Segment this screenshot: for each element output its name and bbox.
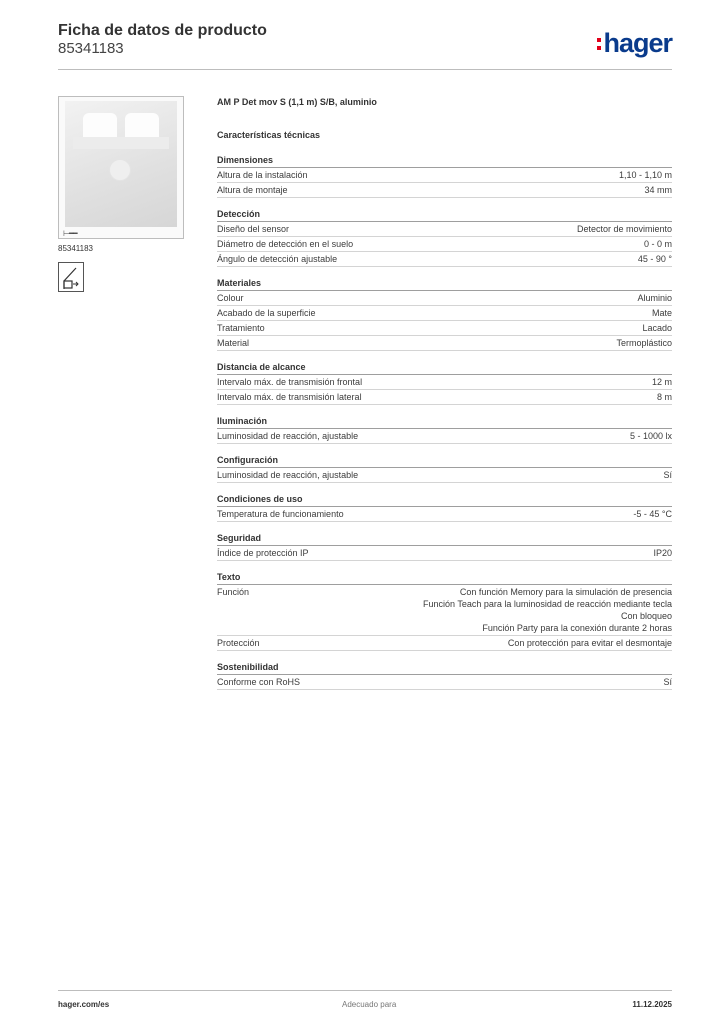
footer-suitable: Adecuado para [342,1000,397,1009]
section-title: Sostenibilidad [217,661,672,675]
spec-value [663,676,672,688]
spec-value-line: Lacado [642,323,672,333]
spec-row [217,585,672,636]
spec-value-line: Aluminio [637,293,672,303]
page-title: Ficha de datos de producto [58,22,267,39]
footer-date: 11.12.2025 [632,1000,672,1009]
spec-label: Función [217,587,250,597]
spec-row [217,375,672,390]
spec-value-line: Con bloqueo [620,611,672,621]
product-name: AM P Det mov S (1,1 m) S/B, aluminio [217,97,377,107]
spec-value [638,253,672,265]
spec-content [217,96,672,690]
spec-value [644,184,672,196]
spec-value-line: -5 - 45 °C [633,509,672,519]
product-reference: 85341183 [58,40,124,57]
spec-label: Luminosidad de reacción, ajustable [217,431,359,441]
spec-section [217,154,672,198]
spec-section [217,661,672,690]
footer-website: hager.com/es [58,1000,110,1009]
spec-label: Luminosidad de reacción, ajustable [217,470,359,480]
spec-value-line: Detector de movimiento [576,224,672,234]
spec-value-line: 5 - 1000 lx [629,431,672,441]
sensor-band [73,137,169,149]
spec-label: Diseño del sensor [217,224,290,234]
spec-value [577,223,672,235]
spec-section [217,454,672,483]
spec-value-line: Sí [663,470,672,480]
spec-section [217,571,672,651]
spec-value-line: 34 mm [644,185,672,195]
spec-value-line: IP20 [653,548,672,558]
spec-row [217,237,672,252]
spec-value [652,376,672,388]
spec-section [217,277,672,351]
spec-value [653,547,672,559]
image-code: 85341183 [58,244,93,253]
section-title: Configuración [217,454,672,468]
spec-value-line: Con protección para evitar el desmontaje [507,638,672,648]
spec-value-line: 45 - 90 ° [637,254,672,264]
section-title: Texto [217,571,672,585]
spec-value-line: Función Party para la conexión durante 2 horas [482,623,672,633]
spec-label: Material [217,338,250,348]
spec-value-line: 12 m [651,377,672,387]
section-title: Iluminación [217,415,672,429]
spec-value [642,322,672,334]
section-title: Distancia de alcance [217,361,672,375]
spec-label: Diámetro de detección en el suelo [217,239,354,249]
spec-section [217,208,672,267]
spec-row [217,507,672,522]
spec-section [217,493,672,522]
spec-value [657,391,672,403]
spec-section [217,532,672,561]
spec-label: Acabado de la superficie [217,308,316,318]
spec-row [217,390,672,405]
section-title: Seguridad [217,532,672,546]
product-image [58,96,184,239]
spec-value [644,238,672,250]
spec-value-line: 8 m [656,392,672,402]
spec-value [663,469,672,481]
spec-value-line: Mate [651,308,672,318]
spec-row [217,429,672,444]
spec-label: Intervalo máx. de transmisión lateral [217,392,362,402]
spec-value-line: 0 - 0 m [643,239,672,249]
spec-row [217,675,672,690]
section-title: Dimensiones [217,154,672,168]
detector-plate [65,101,177,227]
spec-section [217,415,672,444]
spec-section [217,361,672,405]
spec-label: Temperatura de funcionamiento [217,509,344,519]
spec-label: Tratamiento [217,323,265,333]
spec-value [633,508,672,520]
spec-row [217,291,672,306]
spec-row [217,336,672,351]
flush-mount-icon [58,262,84,292]
spec-row [217,183,672,198]
page-header [58,22,672,70]
spec-row [217,468,672,483]
section-title: Materiales [217,277,672,291]
spec-sections [217,154,672,690]
spec-value [619,169,672,181]
spec-value [508,637,672,649]
page-footer [58,990,672,1012]
spec-value [630,430,672,442]
spec-label: Protección [217,638,260,648]
spec-row [217,636,672,651]
spec-value [616,337,672,349]
spec-label: Índice de protección IP [217,548,309,558]
spec-label: Conforme con RoHS [217,677,301,687]
spec-label: Intervalo máx. de transmisión frontal [217,377,363,387]
section-title: Detección [217,208,672,222]
spec-row [217,252,672,267]
spec-value-line: Función Teach para la luminosidad de reacción mediante tecla [423,599,672,609]
spec-row [217,321,672,336]
spec-label: Altura de la instalación [217,170,308,180]
spec-row [217,546,672,561]
spec-value-line: Sí [663,677,672,687]
spec-label: Ángulo de detección ajustable [217,254,338,264]
spec-row [217,168,672,183]
tech-header: Características técnicas [217,130,321,140]
spec-label: Colour [217,293,244,303]
screw-icon: ⊢━━ [63,229,77,238]
spec-label: Altura de montaje [217,185,288,195]
hager-logo [597,28,672,59]
section-title: Condiciones de uso [217,493,672,507]
spec-value-line: 1,10 - 1,10 m [618,170,672,180]
spec-value [637,292,672,304]
spec-value [652,307,672,319]
logo-dots-icon [597,36,601,52]
spec-value-line: Termoplástico [616,338,672,348]
spec-value [423,586,672,634]
spec-value-line: Con función Memory para la simulación de presencia [459,587,672,597]
sensor-lens [109,159,131,181]
logo-text: hager [603,28,672,58]
spec-row [217,222,672,237]
spec-row [217,306,672,321]
